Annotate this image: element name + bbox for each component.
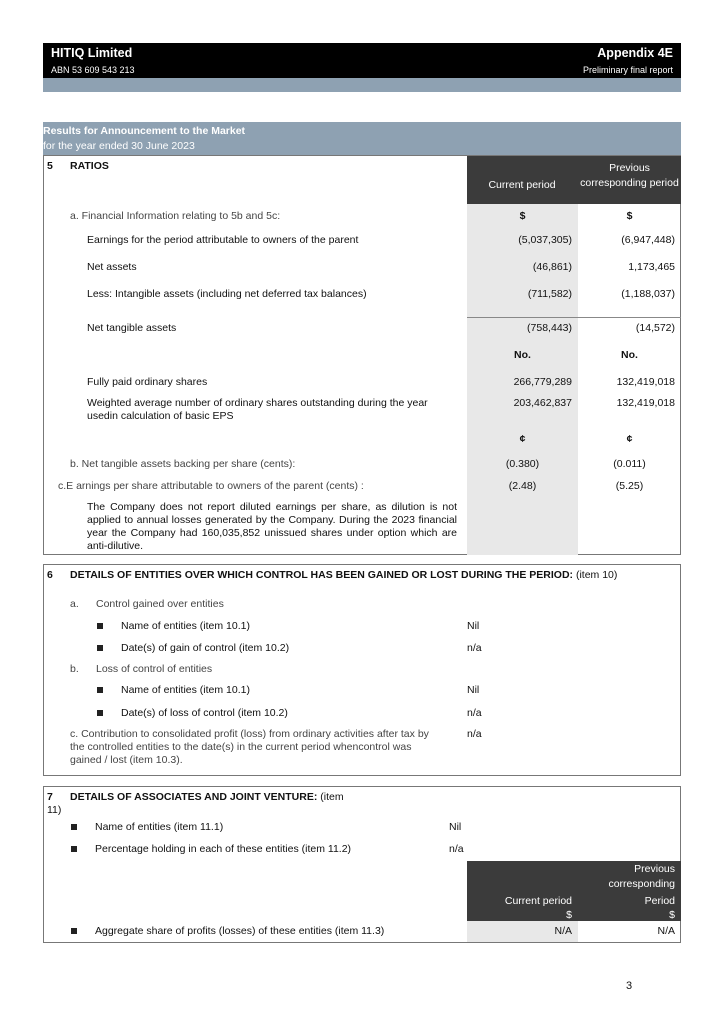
- current-period-label: Current period: [488, 179, 556, 191]
- item-value: Nil: [467, 684, 480, 696]
- assoc-previous-label-1: Previous: [634, 863, 675, 875]
- ntab-previous: (0.011): [613, 458, 646, 470]
- assoc-current-label: Current period: [504, 895, 572, 907]
- row-previous: (1,188,037): [621, 288, 675, 300]
- contribution-label: c. Contribution to consolidated profit (loss) from ordinary activities after tax by the controlled entities to the date(s) in the current period whencontrol was gained / lost (item 10.3).: [70, 728, 429, 766]
- item-value: Nil: [467, 620, 480, 632]
- eps-label: c.E arnings per share attributable to owners of the parent (cents) :: [58, 480, 364, 492]
- eps-current: (2.48): [508, 480, 537, 492]
- section-number: 6: [47, 569, 53, 581]
- section-title: RATIOS: [70, 160, 109, 172]
- row-current: (758,443): [527, 322, 572, 334]
- item-value: n/a: [467, 642, 482, 654]
- bullet-icon: [71, 928, 77, 934]
- weighted-shares-current: 203,462,837: [513, 397, 572, 409]
- section-title-group: [70, 569, 617, 582]
- contribution-value: n/a: [467, 728, 482, 740]
- item-value: Nil: [449, 821, 462, 833]
- assoc-previous-unit: $: [669, 909, 675, 921]
- row-previous: (6,947,448): [621, 234, 675, 246]
- page-number: 3: [626, 980, 633, 992]
- section-ratios: [43, 155, 681, 555]
- ntab-label: b. Net tangible assets backing per share (cents):: [70, 458, 296, 470]
- item-label: Name of entities (item 10.1): [121, 620, 250, 632]
- section-title-wrap: 11): [47, 804, 62, 816]
- results-banner: [43, 122, 681, 155]
- section-title-suffix: (item: [320, 791, 344, 803]
- weighted-shares-previous: 132,419,018: [616, 397, 675, 409]
- previous-cents-unit: ¢: [626, 433, 633, 445]
- current-cents-unit: ¢: [519, 433, 526, 445]
- row-previous: 1,173,465: [628, 261, 675, 273]
- shares-label: Fully paid ordinary shares: [87, 376, 208, 388]
- bullet-icon: [97, 687, 103, 693]
- shares-current: 266,779,289: [513, 376, 572, 388]
- results-period: for the year ended 30 June 2023: [43, 140, 195, 152]
- aggregate-previous: N/A: [657, 925, 675, 937]
- current-period-header: [467, 156, 578, 204]
- previous-currency: $: [626, 210, 633, 222]
- assoc-current-header: [467, 861, 578, 921]
- section-number: 7: [47, 791, 53, 803]
- section-number: 5: [47, 160, 53, 172]
- section-title: DETAILS OF ENTITIES OVER WHICH CONTROL HAS BEEN GAINED OR LOST DURING THE PERIOD:: [70, 569, 574, 581]
- section-associates: [43, 786, 681, 943]
- bullet-icon: [71, 846, 77, 852]
- assoc-previous-header: [578, 861, 681, 921]
- section-title-group: [70, 791, 344, 804]
- financial-info-label: a. Financial Information relating to 5b and 5c:: [70, 210, 281, 222]
- previous-period-label: Previous corresponding period: [580, 162, 679, 189]
- item-label: Date(s) of loss of control (item 10.2): [121, 707, 288, 719]
- row-current: (711,582): [527, 288, 572, 300]
- results-title: Results for Announcement to the Market: [43, 125, 246, 137]
- subtotal-line: [467, 317, 681, 318]
- aggregate-current: N/A: [554, 925, 572, 937]
- header-strip: [43, 78, 681, 92]
- row-current: (5,037,305): [518, 234, 572, 246]
- assoc-current-unit: $: [566, 909, 572, 921]
- subsection-b-label: b.: [70, 663, 79, 675]
- bullet-icon: [97, 710, 103, 716]
- diluted-eps-note: The Company does not report diluted earnings per share, as dilution is not applied to annual losses generated by the Company. During the 2023 financial year the Company had 160,035,852 unissued shares under option which are anti-dilutive.: [87, 501, 457, 552]
- row-label: Net tangible assets: [87, 322, 177, 334]
- subsection-b-text: Loss of control of entities: [96, 663, 213, 675]
- document-header: [43, 43, 681, 78]
- row-label: Earnings for the period attributable to owners of the parent: [87, 234, 359, 246]
- item-label: Percentage holding in each of these entities (item 11.2): [95, 843, 352, 855]
- row-previous: (14,572): [635, 322, 675, 334]
- previous-period-header: [578, 156, 681, 204]
- report-type: Preliminary final report: [582, 65, 673, 75]
- company-name: HITIQ Limited: [51, 46, 133, 60]
- row-label: Net assets: [87, 261, 137, 273]
- current-count-unit: No.: [514, 349, 531, 361]
- item-label: Name of entities (item 10.1): [121, 684, 250, 696]
- bullet-icon: [97, 645, 103, 651]
- weighted-shares-label: Weighted average number of ordinary shares outstanding during the year usedin calculation of basic EPS: [87, 397, 428, 422]
- subsection-a-label: a.: [70, 598, 79, 610]
- aggregate-label: Aggregate share of profits (losses) of these entities (item 11.3): [95, 925, 385, 937]
- row-label: Less: Intangible assets (including net deferred tax balances): [87, 288, 367, 300]
- section-title: DETAILS OF ASSOCIATES AND JOINT VENTURE:: [70, 791, 318, 803]
- assoc-previous-label-2: corresponding: [608, 878, 675, 890]
- bullet-icon: [71, 824, 77, 830]
- ntab-current: (0.380): [505, 458, 540, 470]
- section-entities-control: [43, 564, 681, 776]
- previous-count-unit: No.: [621, 349, 638, 361]
- subsection-a-text: Control gained over entities: [96, 598, 224, 610]
- assoc-previous-label-3: Period: [644, 895, 675, 907]
- item-label: Name of entities (item 11.1): [95, 821, 224, 833]
- section-title-suffix: (item 10): [575, 569, 618, 581]
- row-current: (46,861): [532, 261, 572, 273]
- eps-previous: (5.25): [615, 480, 644, 492]
- item-value: n/a: [449, 843, 464, 855]
- appendix-title: Appendix 4E: [597, 46, 673, 60]
- current-currency: $: [519, 210, 526, 222]
- abn: ABN 53 609 543 213: [51, 65, 135, 75]
- bullet-icon: [97, 623, 103, 629]
- item-value: n/a: [467, 707, 482, 719]
- item-label: Date(s) of gain of control (item 10.2): [121, 642, 290, 654]
- shares-previous: 132,419,018: [616, 376, 675, 388]
